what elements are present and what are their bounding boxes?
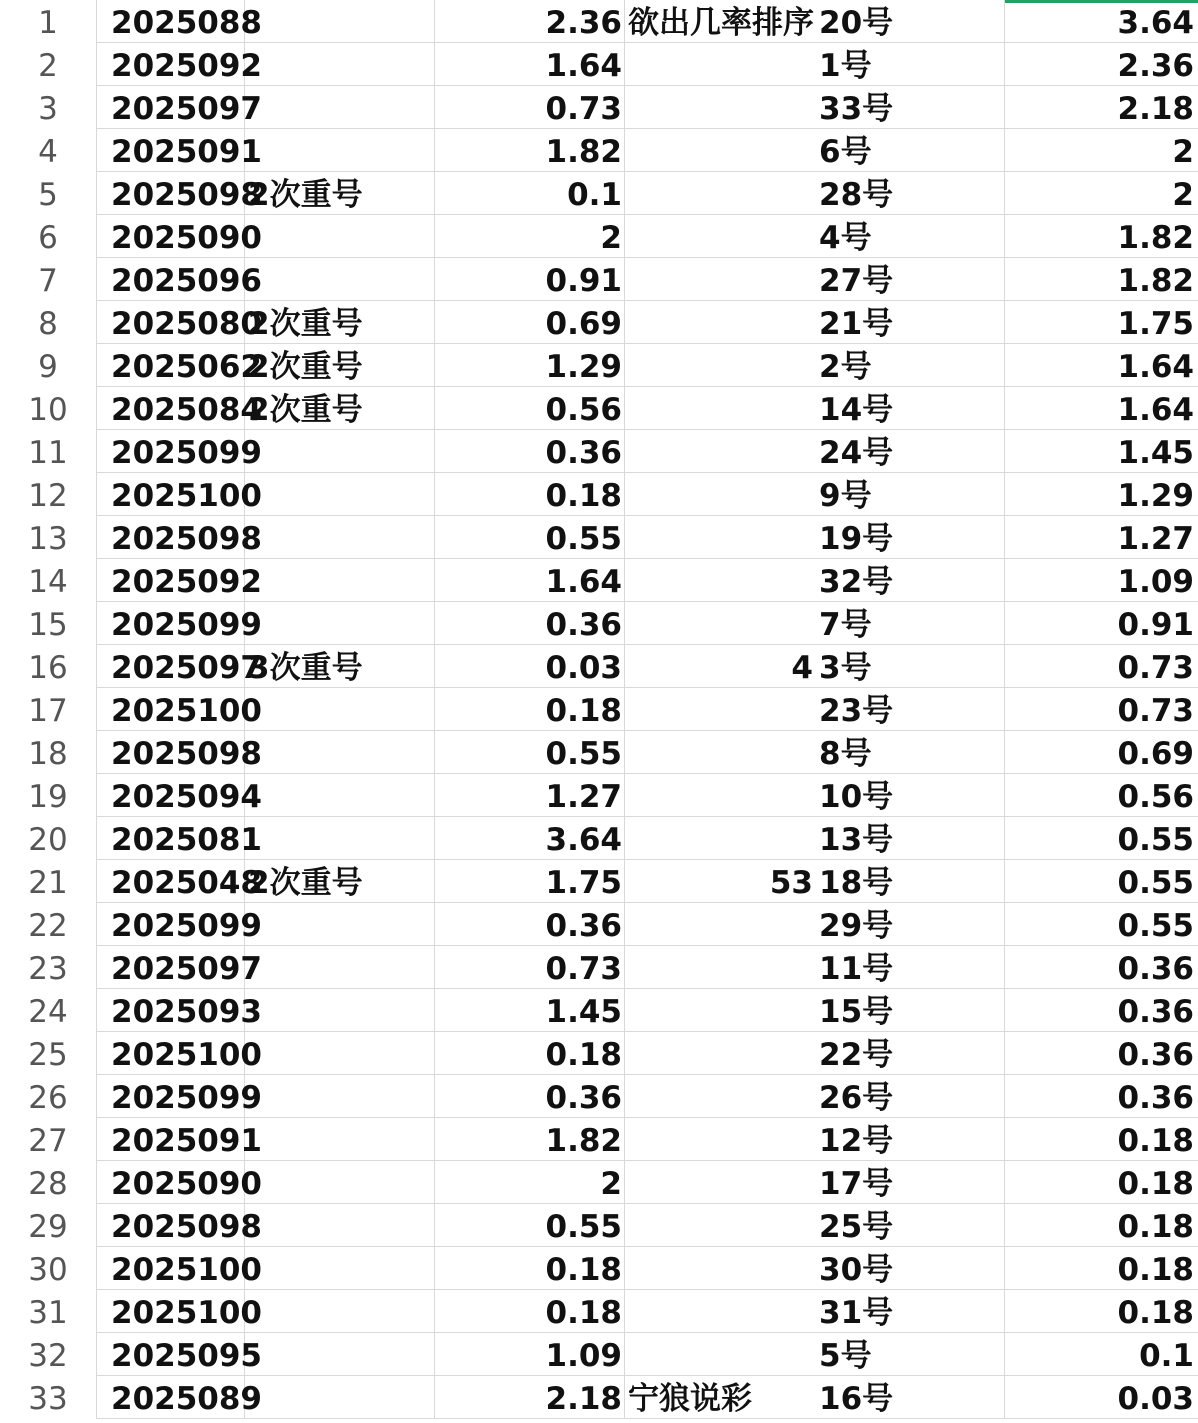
cell-number[interactable]: 16号 xyxy=(815,1376,1005,1419)
cell-value[interactable]: 1.82 xyxy=(435,129,625,172)
cell-period[interactable]: 2025099 xyxy=(97,430,245,473)
cell-repeat-note[interactable] xyxy=(245,0,435,43)
cell-number[interactable]: 25号 xyxy=(815,1204,1005,1247)
cell-repeat-note[interactable] xyxy=(245,559,435,602)
cell-value[interactable]: 1.64 xyxy=(435,559,625,602)
table-row xyxy=(0,43,1198,86)
cell-repeat-note[interactable] xyxy=(245,903,435,946)
cell-period[interactable]: 2025097 xyxy=(97,86,245,129)
cell-extra[interactable] xyxy=(625,559,815,602)
row-header[interactable]: 5 xyxy=(0,172,97,215)
table-row xyxy=(0,1204,1198,1247)
cell-probability[interactable]: 0.73 xyxy=(1117,650,1194,686)
cell-probability[interactable]: 0.18 xyxy=(1117,1295,1194,1331)
cell-probability[interactable]: 0.1 xyxy=(1139,1338,1194,1374)
cell-period[interactable]: 2025048 xyxy=(97,860,245,903)
cell-repeat-note[interactable] xyxy=(245,774,435,817)
cell-period[interactable]: 2025088 xyxy=(97,0,245,43)
cell-value[interactable]: 0.36 xyxy=(435,602,625,645)
cell-probability[interactable]: 0.55 xyxy=(1117,865,1194,901)
cell-probability[interactable]: 0.18 xyxy=(1117,1123,1194,1159)
cell-number[interactable]: 10号 xyxy=(815,774,1005,817)
cell-period[interactable]: 2025099 xyxy=(97,602,245,645)
cell-probability[interactable]: 0.36 xyxy=(1117,994,1194,1030)
cell-value[interactable]: 1.27 xyxy=(435,774,625,817)
cell-extra[interactable] xyxy=(625,774,815,817)
cell-probability[interactable]: 1.64 xyxy=(1117,392,1194,428)
cell-extra[interactable] xyxy=(625,817,815,860)
table-row xyxy=(0,215,1198,258)
cell-value[interactable]: 0.73 xyxy=(435,946,625,989)
cell-extra-value: 4 xyxy=(791,650,813,686)
table-row xyxy=(0,1118,1198,1161)
row-header[interactable]: 20 xyxy=(0,817,97,860)
cell-value[interactable]: 0.56 xyxy=(435,387,625,430)
cell-value[interactable]: 2 xyxy=(435,1161,625,1204)
cell-value[interactable]: 1.09 xyxy=(435,1333,625,1376)
row-header[interactable]: 21 xyxy=(0,860,97,903)
table-row xyxy=(0,731,1198,774)
cell-number[interactable]: 24号 xyxy=(815,430,1005,473)
cell-value[interactable]: 0.55 xyxy=(435,731,625,774)
table-row xyxy=(0,1290,1198,1333)
cell-value[interactable]: 2.36 xyxy=(435,0,625,43)
cell-number[interactable]: 14号 xyxy=(815,387,1005,430)
cell-extra[interactable] xyxy=(625,989,815,1032)
cell-value[interactable]: 1.45 xyxy=(435,989,625,1032)
cell-repeat-note[interactable] xyxy=(245,43,435,86)
table-row xyxy=(0,946,1198,989)
table-row xyxy=(0,1333,1198,1376)
table-row xyxy=(0,989,1198,1032)
row-header[interactable]: 18 xyxy=(0,731,97,774)
cell-period[interactable]: 2025100 xyxy=(97,1247,245,1290)
cell-extra[interactable] xyxy=(625,1247,815,1290)
table-row xyxy=(0,903,1198,946)
row-header[interactable]: 12 xyxy=(0,473,97,516)
cell-period[interactable]: 2025090 xyxy=(97,1161,245,1204)
cell-number[interactable]: 8号 xyxy=(815,731,1005,774)
cell-value[interactable]: 0.18 xyxy=(435,1032,625,1075)
cell-extra[interactable] xyxy=(625,1290,815,1333)
row-header[interactable]: 32 xyxy=(0,1333,97,1376)
cell-repeat-note[interactable] xyxy=(245,946,435,989)
cell-extra-value: 53 xyxy=(769,865,813,901)
cell-value[interactable]: 0.55 xyxy=(435,516,625,559)
cell-period[interactable]: 2025096 xyxy=(97,258,245,301)
cell-value[interactable]: 2.18 xyxy=(435,1376,625,1419)
cell-extra[interactable] xyxy=(625,258,815,301)
cell-probability[interactable]: 3.64 xyxy=(1117,5,1194,41)
cell-period[interactable]: 2025092 xyxy=(97,559,245,602)
cell-value[interactable]: 0.18 xyxy=(435,1247,625,1290)
cell-label-text: 宁狼说彩 xyxy=(628,1381,752,1417)
table-row xyxy=(0,645,1198,688)
cell-number[interactable]: 3号 xyxy=(815,645,1005,688)
cell-period[interactable]: 2025100 xyxy=(97,1290,245,1333)
selection-indicator xyxy=(1005,0,1198,3)
cell-period[interactable]: 2025091 xyxy=(97,129,245,172)
cell-number[interactable]: 5号 xyxy=(815,1333,1005,1376)
cell-extra[interactable] xyxy=(625,387,815,430)
cell-label-text: 欲出几率排序 xyxy=(628,5,814,41)
row-header[interactable]: 27 xyxy=(0,1118,97,1161)
cell-period[interactable]: 2025098 xyxy=(97,516,245,559)
cell-extra[interactable] xyxy=(625,301,815,344)
cell-number[interactable]: 19号 xyxy=(815,516,1005,559)
row-header[interactable]: 33 xyxy=(0,1376,97,1419)
cell-value[interactable]: 0.55 xyxy=(435,1204,625,1247)
cell-repeat-note[interactable] xyxy=(245,86,435,129)
cell-extra[interactable] xyxy=(625,86,815,129)
cell-probability[interactable]: 0.36 xyxy=(1117,1037,1194,1073)
cell-extra[interactable] xyxy=(625,516,815,559)
cell-probability[interactable]: 0.03 xyxy=(1117,1381,1194,1417)
cell-probability[interactable]: 0.18 xyxy=(1117,1209,1194,1245)
cell-value[interactable]: 0.91 xyxy=(435,258,625,301)
cell-repeat-note[interactable] xyxy=(245,1376,435,1419)
row-header[interactable]: 13 xyxy=(0,516,97,559)
cell-probability[interactable]: 1.64 xyxy=(1117,349,1194,385)
cell-number[interactable]: 6号 xyxy=(815,129,1005,172)
cell-value[interactable]: 0.18 xyxy=(435,473,625,516)
cell-extra[interactable] xyxy=(625,129,815,172)
cell-repeat-note[interactable] xyxy=(245,989,435,1032)
table-row xyxy=(0,0,1198,43)
cell-number[interactable]: 12号 xyxy=(815,1118,1005,1161)
cell-probability[interactable]: 2 xyxy=(1172,134,1194,170)
cell-probability[interactable]: 1.09 xyxy=(1117,564,1194,600)
cell-value[interactable]: 0.69 xyxy=(435,301,625,344)
row-header[interactable]: 28 xyxy=(0,1161,97,1204)
cell-probability[interactable]: 1.27 xyxy=(1117,521,1194,557)
cell-period[interactable]: 2025098 xyxy=(97,1204,245,1247)
table-row xyxy=(0,1247,1198,1290)
cell-extra[interactable] xyxy=(625,602,815,645)
row-header[interactable]: 7 xyxy=(0,258,97,301)
cell-extra[interactable] xyxy=(625,946,815,989)
cell-extra[interactable] xyxy=(625,1161,815,1204)
cell-value[interactable]: 0.18 xyxy=(435,1290,625,1333)
row-header[interactable]: 8 xyxy=(0,301,97,344)
cell-period[interactable]: 2025080 xyxy=(97,301,245,344)
cell-value[interactable]: 0.1 xyxy=(435,172,625,215)
cell-repeat-note[interactable] xyxy=(245,1161,435,1204)
cell-value[interactable]: 0.73 xyxy=(435,86,625,129)
row-header[interactable]: 24 xyxy=(0,989,97,1032)
cell-value[interactable]: 0.36 xyxy=(435,1075,625,1118)
table-row xyxy=(0,301,1198,344)
cell-period[interactable]: 2025084 xyxy=(97,387,245,430)
cell-repeat-note[interactable] xyxy=(245,516,435,559)
cell-repeat-note[interactable] xyxy=(245,258,435,301)
cell-value[interactable]: 0.36 xyxy=(435,430,625,473)
table-row xyxy=(0,86,1198,129)
cell-number[interactable]: 27号 xyxy=(815,258,1005,301)
row-header[interactable]: 29 xyxy=(0,1204,97,1247)
cell-period[interactable]: 2025098 xyxy=(97,172,245,215)
cell-value[interactable]: 1.75 xyxy=(435,860,625,903)
cell-extra[interactable] xyxy=(625,43,815,86)
cell-probability[interactable]: 0.36 xyxy=(1117,1080,1194,1116)
table-row xyxy=(0,129,1198,172)
cell-period[interactable]: 2025091 xyxy=(97,1118,245,1161)
table-row xyxy=(0,1376,1198,1419)
cell-period[interactable]: 2025081 xyxy=(97,817,245,860)
cell-extra[interactable] xyxy=(625,645,815,688)
cell-extra[interactable] xyxy=(625,731,815,774)
cell-value[interactable]: 0.36 xyxy=(435,903,625,946)
row-header[interactable]: 26 xyxy=(0,1075,97,1118)
cell-number[interactable]: 20号 xyxy=(815,0,1005,43)
cell-extra[interactable] xyxy=(625,1204,815,1247)
cell-probability[interactable]: 1.82 xyxy=(1117,263,1194,299)
cell-period[interactable]: 2025099 xyxy=(97,1075,245,1118)
cell-number[interactable]: 18号 xyxy=(815,860,1005,903)
cell-period[interactable]: 2025090 xyxy=(97,215,245,258)
table-row xyxy=(0,860,1198,903)
cell-extra[interactable] xyxy=(625,1376,815,1419)
cell-repeat-note[interactable] xyxy=(245,430,435,473)
row-header[interactable]: 15 xyxy=(0,602,97,645)
cell-repeat-note[interactable] xyxy=(245,602,435,645)
cell-repeat-note[interactable] xyxy=(245,1333,435,1376)
cell-number[interactable]: 30号 xyxy=(815,1247,1005,1290)
cell-value[interactable]: 2 xyxy=(435,215,625,258)
table-row xyxy=(0,1075,1198,1118)
table-row xyxy=(0,430,1198,473)
cell-probability[interactable]: 0.55 xyxy=(1117,908,1194,944)
cell-period[interactable]: 2025099 xyxy=(97,903,245,946)
row-header[interactable]: 19 xyxy=(0,774,97,817)
table-row xyxy=(0,1032,1198,1075)
cell-period[interactable]: 2025100 xyxy=(97,688,245,731)
cell-period[interactable]: 2025095 xyxy=(97,1333,245,1376)
row-header[interactable]: 11 xyxy=(0,430,97,473)
row-header[interactable]: 17 xyxy=(0,688,97,731)
cell-extra[interactable] xyxy=(625,430,815,473)
cell-probability[interactable]: 2 xyxy=(1172,177,1194,213)
cell-probability[interactable]: 0.56 xyxy=(1117,779,1194,815)
cell-extra[interactable] xyxy=(625,860,815,903)
cell-extra[interactable] xyxy=(625,344,815,387)
table-row xyxy=(0,774,1198,817)
cell-repeat-note[interactable] xyxy=(245,1290,435,1333)
cell-extra[interactable] xyxy=(625,1118,815,1161)
table-row xyxy=(0,688,1198,731)
cell-probability[interactable]: 1.75 xyxy=(1117,306,1194,342)
cell-period[interactable]: 2025092 xyxy=(97,43,245,86)
table-row xyxy=(0,258,1198,301)
row-header[interactable]: 9 xyxy=(0,344,97,387)
cell-extra[interactable] xyxy=(625,903,815,946)
cell-period[interactable]: 2025094 xyxy=(97,774,245,817)
cell-repeat-note[interactable] xyxy=(245,215,435,258)
cell-repeat-note[interactable] xyxy=(245,473,435,516)
cell-extra[interactable] xyxy=(625,1075,815,1118)
cell-period[interactable]: 2025062 xyxy=(97,344,245,387)
cell-repeat-note[interactable] xyxy=(245,1204,435,1247)
cell-number[interactable]: 11号 xyxy=(815,946,1005,989)
cell-repeat-note[interactable] xyxy=(245,688,435,731)
cell-extra[interactable] xyxy=(625,0,815,43)
cell-repeat-note[interactable] xyxy=(245,731,435,774)
cell-value[interactable]: 1.82 xyxy=(435,1118,625,1161)
cell-value[interactable]: 0.18 xyxy=(435,688,625,731)
cell-repeat-note[interactable]: 3次重号 xyxy=(245,645,435,688)
cell-probability[interactable]: 0.69 xyxy=(1117,736,1194,772)
table-row xyxy=(0,817,1198,860)
cell-value[interactable]: 0.03 xyxy=(435,645,625,688)
cell-number[interactable]: 23号 xyxy=(815,688,1005,731)
row-header[interactable]: 14 xyxy=(0,559,97,602)
row-header[interactable]: 2 xyxy=(0,43,97,86)
table-row xyxy=(0,516,1198,559)
cell-extra[interactable] xyxy=(625,172,815,215)
row-header[interactable]: 23 xyxy=(0,946,97,989)
table-row xyxy=(0,172,1198,215)
cell-repeat-note[interactable] xyxy=(245,1032,435,1075)
row-header[interactable]: 16 xyxy=(0,645,97,688)
cell-number[interactable]: 33号 xyxy=(815,86,1005,129)
row-header[interactable]: 31 xyxy=(0,1290,97,1333)
cell-value[interactable]: 3.64 xyxy=(435,817,625,860)
cell-number[interactable]: 28号 xyxy=(815,172,1005,215)
cell-probability[interactable]: 2.18 xyxy=(1117,91,1194,127)
row-header[interactable]: 10 xyxy=(0,387,97,430)
cell-number[interactable]: 15号 xyxy=(815,989,1005,1032)
cell-probability[interactable]: 2.36 xyxy=(1117,48,1194,84)
cell-number[interactable]: 4号 xyxy=(815,215,1005,258)
cell-extra[interactable] xyxy=(625,688,815,731)
cell-number[interactable]: 32号 xyxy=(815,559,1005,602)
cell-number[interactable]: 31号 xyxy=(815,1290,1005,1333)
cell-probability[interactable]: 0.36 xyxy=(1117,951,1194,987)
cell-period[interactable]: 2025100 xyxy=(97,1032,245,1075)
cell-probability[interactable]: 0.55 xyxy=(1117,822,1194,858)
table-row xyxy=(0,602,1198,645)
row-header[interactable]: 30 xyxy=(0,1247,97,1290)
cell-period[interactable]: 2025089 xyxy=(97,1376,245,1419)
row-header[interactable]: 3 xyxy=(0,86,97,129)
cell-repeat-note[interactable] xyxy=(245,1118,435,1161)
cell-probability[interactable]: 0.91 xyxy=(1117,607,1194,643)
cell-extra[interactable] xyxy=(625,1032,815,1075)
cell-repeat-note[interactable] xyxy=(245,1247,435,1290)
cell-extra[interactable] xyxy=(625,215,815,258)
cell-extra[interactable] xyxy=(625,1333,815,1376)
row-header[interactable]: 22 xyxy=(0,903,97,946)
cell-extra[interactable] xyxy=(625,473,815,516)
cell-repeat-note[interactable] xyxy=(245,817,435,860)
table-row xyxy=(0,1161,1198,1204)
cell-value[interactable]: 1.64 xyxy=(435,43,625,86)
cell-number[interactable]: 26号 xyxy=(815,1075,1005,1118)
cell-repeat-note[interactable]: 2次重号 xyxy=(245,172,435,215)
cell-probability[interactable]: 0.18 xyxy=(1117,1252,1194,1288)
cell-probability[interactable]: 1.82 xyxy=(1117,220,1194,256)
cell-number[interactable]: 22号 xyxy=(815,1032,1005,1075)
cell-number[interactable]: 9号 xyxy=(815,473,1005,516)
table-row xyxy=(0,559,1198,602)
row-header[interactable]: 6 xyxy=(0,215,97,258)
cell-number[interactable]: 7号 xyxy=(815,602,1005,645)
cell-probability[interactable]: 1.29 xyxy=(1117,478,1194,514)
cell-repeat-note[interactable]: 2次重号 xyxy=(245,301,435,344)
cell-repeat-note[interactable] xyxy=(245,1075,435,1118)
cell-probability[interactable]: 1.45 xyxy=(1117,435,1194,471)
row-header[interactable]: 1 xyxy=(0,0,97,43)
table-row xyxy=(0,473,1198,516)
row-header[interactable]: 4 xyxy=(0,129,97,172)
cell-period[interactable]: 2025097 xyxy=(97,946,245,989)
cell-number[interactable]: 17号 xyxy=(815,1161,1005,1204)
cell-period[interactable]: 2025097 xyxy=(97,645,245,688)
cell-number[interactable]: 21号 xyxy=(815,301,1005,344)
cell-number[interactable]: 1号 xyxy=(815,43,1005,86)
cell-repeat-note[interactable] xyxy=(245,129,435,172)
cell-number[interactable]: 29号 xyxy=(815,903,1005,946)
cell-number[interactable]: 2号 xyxy=(815,344,1005,387)
cell-repeat-note[interactable]: 2次重号 xyxy=(245,860,435,903)
cell-period[interactable]: 2025100 xyxy=(97,473,245,516)
cell-repeat-note[interactable]: 2次重号 xyxy=(245,387,435,430)
cell-number[interactable]: 13号 xyxy=(815,817,1005,860)
cell-value[interactable]: 1.29 xyxy=(435,344,625,387)
table-row xyxy=(0,387,1198,430)
cell-period[interactable]: 2025098 xyxy=(97,731,245,774)
cell-probability[interactable]: 0.73 xyxy=(1117,693,1194,729)
cell-probability[interactable]: 0.18 xyxy=(1117,1166,1194,1202)
cell-period[interactable]: 2025093 xyxy=(97,989,245,1032)
row-header[interactable]: 25 xyxy=(0,1032,97,1075)
table-row xyxy=(0,344,1198,387)
cell-repeat-note[interactable]: 2次重号 xyxy=(245,344,435,387)
